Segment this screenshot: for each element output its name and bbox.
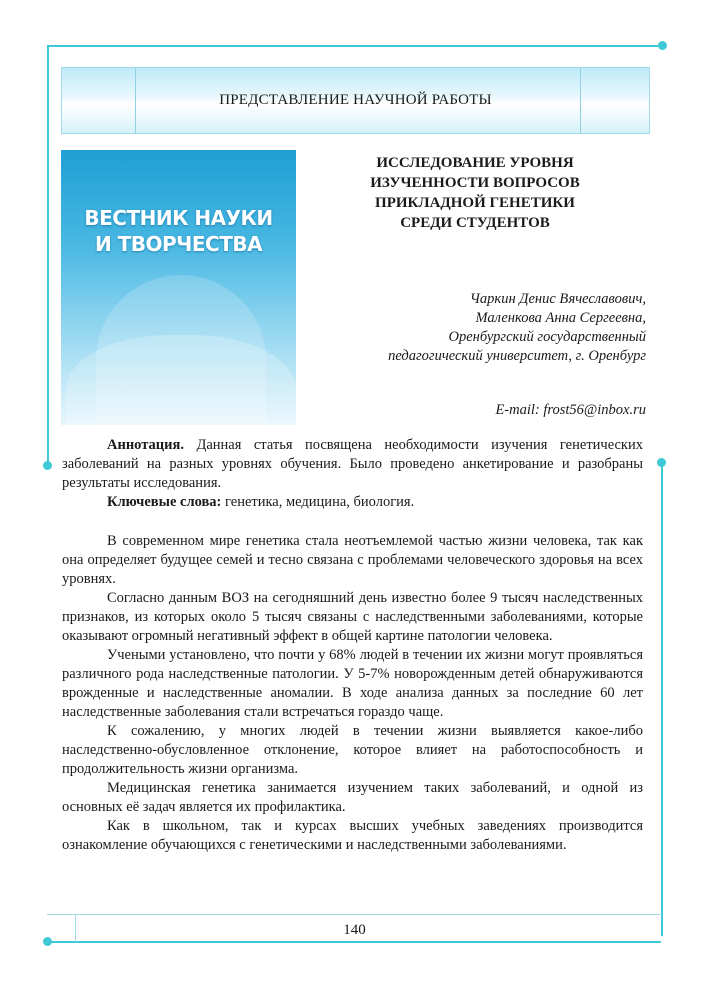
article-title-line: ИССЛЕДОВАНИЕ УРОВНЯ	[376, 155, 574, 171]
journal-cover-title	[61, 205, 296, 257]
article-title-line: ПРИКЛАДНОЙ ГЕНЕТИКИ	[375, 195, 575, 211]
article-title-line: СРЕДИ СТУДЕНТОВ	[400, 215, 550, 231]
frame-left-dot	[43, 461, 52, 470]
cover-title-line: ВЕСТНИК НАУКИ	[84, 206, 273, 230]
frame-right-line	[661, 462, 663, 936]
abstract-paragraph	[62, 436, 643, 493]
frame-bottom-line	[47, 914, 662, 915]
frame-top-right-dot	[658, 41, 667, 50]
article-title	[320, 153, 630, 233]
frame-bottom-strong-line	[47, 941, 661, 943]
keywords-paragraph	[62, 493, 643, 512]
body-paragraph: Согласно данным ВОЗ на сегодняшний день известно более 9 тысяч наследственных признаков, из которых около 5 тысяч связаны с наследственными заболеваниями, которые оказывают огромный негативный эффект в общей картине патологии человека.	[62, 590, 643, 644]
author-line: Маленкова Анна Сергеевна,	[475, 310, 646, 326]
article-body	[62, 532, 643, 855]
author-email: E-mail: frost56@inbox.ru	[495, 402, 646, 418]
cover-title-line: И ТВОРЧЕСТВА	[94, 232, 263, 256]
section-header-banner	[61, 67, 650, 134]
frame-left-line	[47, 45, 49, 465]
section-header-title: ПРЕДСТАВЛЕНИЕ НАУЧНОЙ РАБОТЫ	[219, 92, 492, 108]
journal-cover-image	[61, 150, 296, 425]
article-title-line: ИЗУЧЕННОСТИ ВОПРОСОВ	[370, 175, 580, 191]
body-paragraph: К сожалению, у многих людей в течении жизни выявляется какое-либо наследственно-обусловленное отклонение, которое влияет на работоспособность и продолжительность жизни организма.	[62, 723, 643, 777]
keywords-text: генетика, медицина, биология.	[221, 494, 415, 510]
body-paragraph: Медицинская генетика занимается изучением таких заболеваний, и одной из основных её задач является их профилактика.	[62, 780, 643, 815]
abstract-text: Данная статья посвящена необходимости изучения генетических заболеваний на разных уровнях обучения. Было проведено анкетирование и разобраны результаты исследования.	[62, 437, 643, 491]
affiliation-line: Оренбургский государственный	[448, 329, 646, 345]
abstract-label: Аннотация.	[107, 437, 184, 453]
affiliation-line: педагогический университет, г. Оренбург	[388, 348, 646, 364]
body-paragraph: Учеными установлено, что почти у 68% людей в течении их жизни могут проявляться различного рода наследственные патологии. У 5-7% новорожденным детей обнаруживаются врожденные и наследственные аномалии. В ходе анализа данных за последние 60 лет наследственные заболевания стали встречаться гораздо чаще.	[62, 647, 643, 720]
author-line: Чаркин Денис Вячеславович,	[469, 291, 646, 307]
keywords-label: Ключевые слова:	[107, 494, 222, 510]
frame-top-line	[47, 45, 662, 47]
body-paragraph: В современном мире генетика стала неотъемлемой частью жизни человека, так как она определяет будущее семей и тесно связана с проблемами человеческого здоровья на всех уровнях.	[62, 533, 643, 587]
body-paragraph: Как в школьном, так и курсах высших учебных заведениях производится ознакомление обучающихся с генетическими и наследственными заболеваниями.	[62, 818, 643, 853]
article-authors	[306, 290, 646, 366]
frame-right-dot	[657, 458, 666, 467]
abstract-block	[62, 436, 643, 512]
cover-decoration	[66, 335, 296, 425]
page-number: 140	[343, 922, 366, 938]
